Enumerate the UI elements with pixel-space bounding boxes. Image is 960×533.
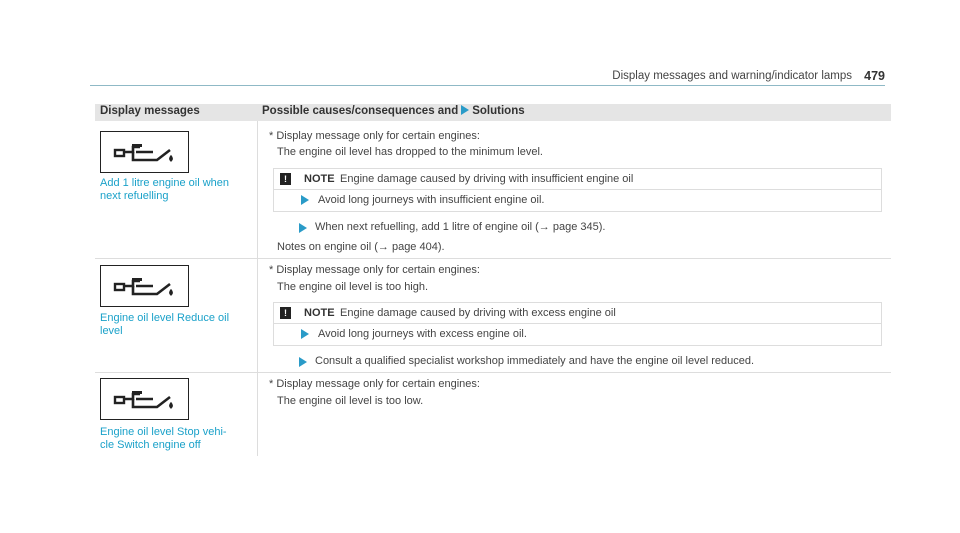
arrow-right-icon bbox=[301, 195, 309, 205]
cause-text: The engine oil level is too high. bbox=[277, 281, 429, 293]
note-label: NOTE bbox=[304, 173, 335, 185]
arrow-right-icon bbox=[461, 105, 469, 115]
messages-table bbox=[95, 104, 891, 456]
solution-step: Consult a qualified specialist workshop immediately and have the engine oil level reduced. bbox=[315, 355, 755, 367]
note-action-text: Avoid long journeys with insufficient engine oil. bbox=[318, 194, 545, 206]
engine-oil-can-icon bbox=[100, 131, 189, 173]
note-label: NOTE bbox=[304, 307, 335, 319]
note-action-box bbox=[273, 324, 882, 346]
warning-icon: ! bbox=[280, 173, 291, 185]
warning-icon: ! bbox=[280, 307, 291, 319]
cause-text: The engine oil level has dropped to the minimum level. bbox=[277, 146, 543, 158]
engine-note: * Display message only for certain engines: bbox=[269, 264, 480, 276]
page-header bbox=[0, 66, 960, 88]
display-message: Engine oil level Reduce oil level bbox=[100, 312, 230, 337]
display-message: Engine oil level Stop vehi- cle Switch engine off bbox=[100, 426, 227, 451]
reference-text: Notes on engine oil (→ page 404). bbox=[277, 241, 445, 253]
column-divider bbox=[257, 121, 258, 456]
engine-oil-can-icon bbox=[100, 265, 189, 307]
header-rule bbox=[90, 85, 885, 86]
header-title: Display messages and warning/indicator lamps bbox=[612, 70, 852, 82]
solution-step: When next refuelling, add 1 litre of engine oil (→ page 345). bbox=[315, 221, 606, 233]
arrow-right-icon bbox=[299, 223, 307, 233]
engine-oil-can-icon bbox=[100, 378, 189, 420]
arrow-right-icon bbox=[301, 329, 309, 339]
note-action-text: Avoid long journeys with excess engine oil. bbox=[318, 328, 527, 340]
engine-note: * Display message only for certain engines: bbox=[269, 130, 480, 142]
note-box bbox=[273, 168, 882, 190]
note-box bbox=[273, 302, 882, 324]
page-number: 479 bbox=[864, 69, 885, 83]
note-action-box bbox=[273, 190, 882, 212]
display-message: Add 1 litre engine oil when next refuelling bbox=[100, 177, 230, 202]
col-display-messages: Display messages bbox=[100, 105, 200, 117]
row-divider bbox=[95, 258, 891, 259]
row-divider bbox=[95, 372, 891, 373]
cause-text: The engine oil level is too low. bbox=[277, 395, 424, 407]
engine-note: * Display message only for certain engines: bbox=[269, 378, 480, 390]
note-text: Engine damage caused by driving with insufficient engine oil bbox=[340, 173, 634, 185]
note-text: Engine damage caused by driving with excess engine oil bbox=[340, 307, 616, 319]
col-causes-solutions: Possible causes/consequences and Solutions bbox=[262, 105, 525, 117]
arrow-right-icon bbox=[299, 357, 307, 367]
table-header bbox=[95, 104, 891, 121]
